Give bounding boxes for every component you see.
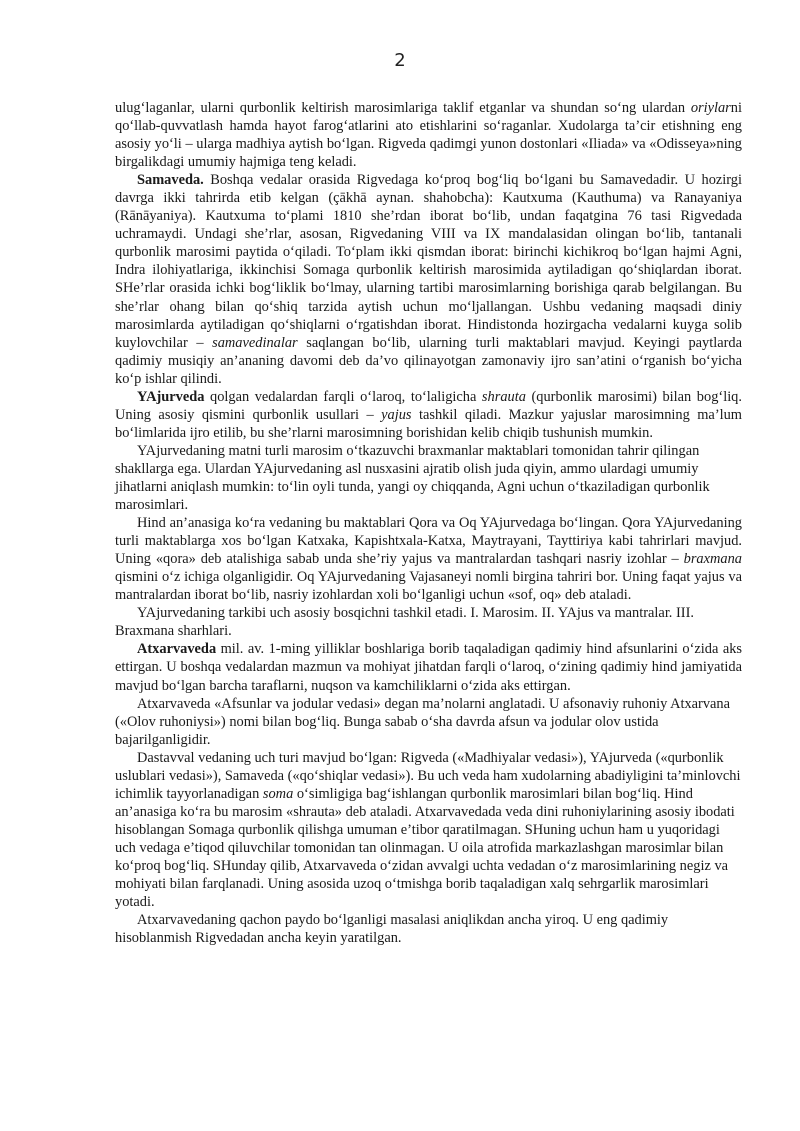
text-run: ulug‘laganlar, ularni qurbonlik keltirish marosimlariga taklif etganlar va shundan so‘ng ulardan <box>115 100 691 116</box>
text-run: qismini o‘z ichiga olganligidir. Oq YAjurvedaning Vajasaneyi nomli birgina tahriri bor. Uning faqat yajus va mantralardan iborat bo‘lib, nasriy izohlardan xoli bo‘lganligi uchun «sof, oq» deb ataladi. <box>115 569 742 604</box>
italic-term: yajus <box>381 406 412 423</box>
paragraph <box>115 604 742 640</box>
paragraph <box>115 695 742 749</box>
page-number: 2 <box>394 50 406 71</box>
paragraph <box>115 640 742 694</box>
paragraph <box>115 514 742 604</box>
text-run: YAjurvedaning matni turli marosim o‘tkazuvchi braxmanlar maktablari tomonidan tahrir qilingan shakllarga ega. Ulardan YAjurvedaning asl nusxasini ajratib olish juda qiyin, ammo ulardagi umumiy jihatlarni aniqlash mumkin: to‘lin oyli tunda, yangi oy chiqqanda, Agni uchun o‘tkaziladigan qurbonlik marosimlari. <box>115 442 710 514</box>
text-run: Hind an’anasiga ko‘ra vedaning bu maktablari Qora va Oq YAjurvedaga bo‘lingan. Qora YAjurvedaning turli maktablarga xos bo‘lgan Katxaka, Kapishtxala-Katxa, Maytrayani, Tayttiriya kabi tahrirlari mavjud. Uning «qora» deb atalishiga sabab unda she’riy yajus va mantralardan tashqari nasriy izohlar – <box>115 515 742 568</box>
bold-term: Samaveda. <box>137 172 204 189</box>
italic-term: samavedinalar <box>212 334 298 351</box>
bold-term: YAjurveda <box>137 388 205 405</box>
text-run: o‘simligiga bag‘ishlangan qurbonlik marosimlari bilan bog‘liq. Hind an’anasiga ko‘ra bu marosim «shrauta» deb ataladi. Atxarvavedada veda dini ruhoniylarining asosiy ibodati hisoblangan Somaga qurbonlik qilishga umuman e’tibor qaratilmagan. SHuning uchun ham u yuqoridagi uch vedaga e’tiqod qiluvchilar tomonidan tan olinmagan. U oila atrofida markazlashgan marosimlar bilan ko‘proq bog‘liq. SHunday qilib, Atxarvaveda o‘zidan avvalgi uchta vedadan o‘z marosimlarining negiz va mohiyati bilan farqlanadi. Uning asosida uzoq o‘tmishga borib taqaladigan xalq sehrgarlik marosimlari yotadi. <box>115 785 735 911</box>
paragraph <box>115 171 742 388</box>
italic-term: braxmana <box>683 551 742 568</box>
paragraph <box>115 442 742 514</box>
text-run: ni qo‘llab-quvvatlash hamda hayot farog‘atlarini ato etishlarini so‘raganlar. Xudolarga ta’cir etishning eng asosiy yo‘li – ularga madhiya aytish bo‘lgan. Rigveda qadimgi yunon dostonlari «Iliada» va «Odisseya»ning birgalikdagi umumiy hajmiga teng keladi. <box>115 100 742 171</box>
italic-term: shrauta <box>481 388 526 405</box>
text-run: Boshqa vedalar orasida Rigvedaga ko‘proq bog‘liq bo‘lgani bu Samavedadir. U hozirgi davrga ikki tahrirda etib kelgan (çākhā aynan. shahobcha): Kautxuma (Kauthuma) va Ranayaniya (Rānāyaniya). Kautxuma to‘plami 1810 she’rdan iborat bo‘lib, undan faqatgina 76 tasi Rigvedada uchramaydi. Undagi she’rlar, asosan, Rigvedaning VIII va IX mandalasidan olingan bo‘lib, tantanali qurbonlik marosimi paytida o‘qiladi. To‘plam ikki qismdan iborat: birinchi kichikroq bo‘lgan hajmi Agni, Indra ilohiyatlariga, ikkinchisi Somaga qurbonlik keltirish marosimida aytiladigan qo‘shiqlardan iborat. SHe’rlar orasida ichki bog‘liklik bo‘lmay, ularning tartibi marosimlarning borishiga qarab belgilangan. Bu she’rlar ohang bilan qo‘shiq tarzida aytish uchun mo‘ljallangan. Ushbu vedaning maqsadi diniy marosimlarda aytiladigan qo‘shiqlarni o‘rgatishdan iborat. Hindistonda hozirgacha vedalarni kuyga solib kuylovchilar – <box>115 172 742 351</box>
text-run: qolgan vedalardan farqli o‘laroq, to‘laligicha <box>204 388 482 405</box>
paragraph <box>115 99 742 171</box>
text-run: YAjurvedaning tarkibi uch asosiy bosqichni tashkil etadi. I. Marosim. II. YAjus va mantralar. III. Braxmana sharhlari. <box>115 605 694 640</box>
text-run: Atxarvaveda «Afsunlar va jodular vedasi» degan ma’nolarni anglatadi. U afsonaviy ruhoniy Atxarvana («Olov ruhoniysi») nomi bilan bog‘liq. Bunga sabab o‘sha davrda afsun va jodular olov ustida bajarilganligidir. <box>115 695 731 748</box>
text-run: tashkil qiladi. Mazkur yajuslar marosimning ma’lum bo‘limlarida ijro etilib, bu she’rlarni marosimning borishidan kelib chiqib tushunish mumkin. <box>115 406 742 441</box>
text-run: Atxarvavedaning qachon paydo bo‘lganligi masalasi aniqlikdan ancha yiroq. U eng qadimiy hisoblanmish Rigvedadan ancha keyin yaratilgan. <box>115 912 669 947</box>
text-run: mil. av. 1-ming yilliklar boshlariga borib taqaladigan qadimiy hind afsunlarini o‘zida aks ettirgan. U boshqa vedalardan mazmun va mohiyat jihatdan farqli o‘laroq, o‘zining qadimiy hind jamiyatida mavjud bo‘lgan barcha taraflarni, nuqson va kamchiliklarni o‘zida aks ettirgan. <box>115 641 742 694</box>
italic-term: oriylar <box>690 100 731 116</box>
document-body <box>115 99 742 947</box>
paragraph <box>115 388 742 442</box>
text-run: (qurbonlik marosimi) bilan bog‘liq. Uning asosiy qismini qurbonlik usullari – <box>115 388 742 423</box>
paragraph <box>115 911 742 947</box>
paragraph <box>115 749 742 911</box>
italic-term: soma <box>262 785 294 802</box>
text-run: saqlangan bo‘lib, ularning turli maktablari mavjud. Keyingi paytlarda qadimiy musiqiy an’ananing davomi deb da’vo qilinayotgan zamonaviy ijro san’atini o‘rganish bo‘yicha ko‘p ishlar qilindi. <box>115 334 742 387</box>
bold-term: Atxarvaveda <box>137 641 217 658</box>
text-run: Dastavval vedaning uch turi mavjud bo‘lgan: Rigveda («Madhiyalar vedasi»), YAjurveda («qurbonlik uslublari vedasi»), Samaveda («qo‘shiqlar vedasi»). Bu uch veda ham xudolarning abadiyligini ta’minlovchi ichimlik tayyorlanadigan <box>115 749 741 802</box>
